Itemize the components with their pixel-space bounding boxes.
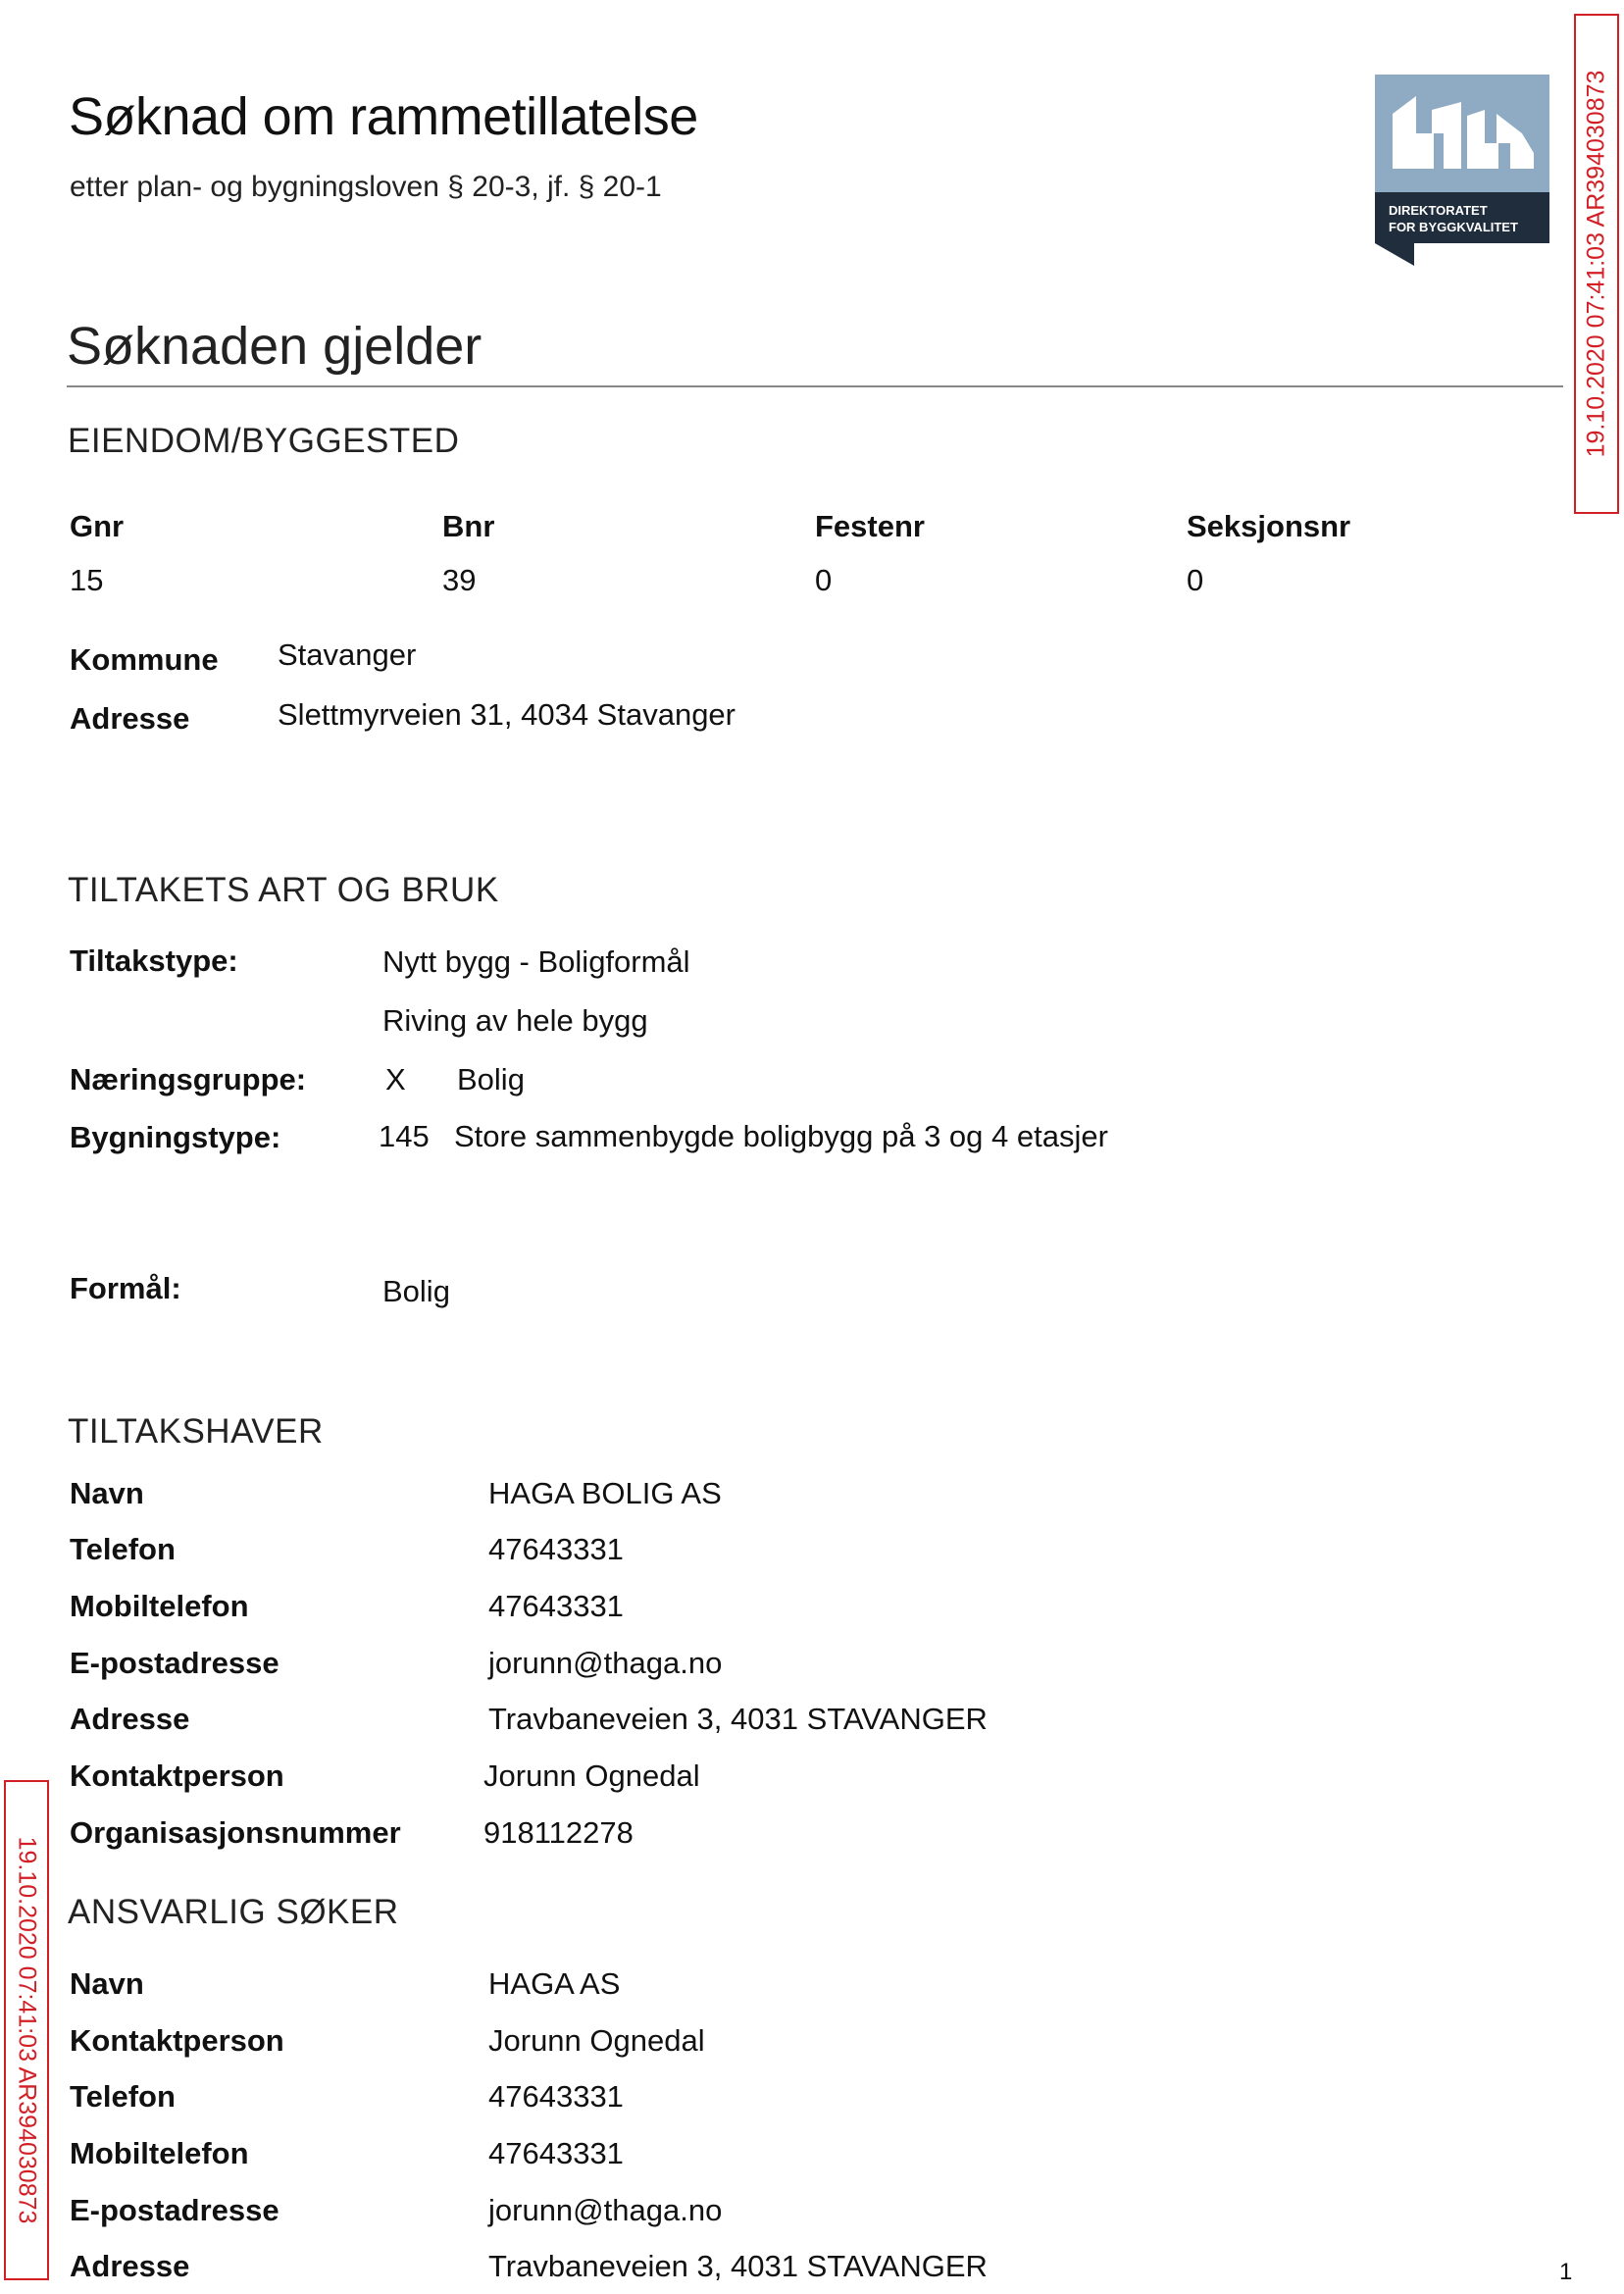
naeringsgruppe-value: Bolig: [457, 1062, 525, 1096]
document-title: Søknad om rammetillatelse: [69, 87, 698, 146]
seksjonsnr-value: 0: [1187, 563, 1204, 597]
tiltak-heading: TILTAKETS ART OG BRUK: [68, 871, 499, 909]
tiltakshaver-epost-value: jorunn@thaga.no: [488, 1646, 723, 1680]
naeringsgruppe-label: Næringsgruppe:: [70, 1062, 307, 1096]
festenr-value: 0: [815, 563, 833, 597]
stamp-text: 19.10.2020 07:41:03 AR394030873: [13, 1836, 41, 2224]
gnr-label: Gnr: [70, 509, 125, 543]
tiltakshaver-adresse-value: Travbaneveien 3, 4031 STAVANGER: [488, 1702, 988, 1736]
ansvarlig-epost-value: jorunn@thaga.no: [488, 2193, 723, 2227]
date-stamp-left: [4, 1780, 49, 2280]
formal-value: Bolig: [382, 1274, 450, 1308]
bygningstype-label: Bygningstype:: [70, 1120, 281, 1154]
ansvarlig-navn-label: Navn: [70, 1966, 144, 2001]
tiltakshaver-mobil-label: Mobiltelefon: [70, 1589, 249, 1623]
tiltakshaver-kontakt-value: Jorunn Ognedal: [483, 1759, 700, 1793]
section-title: Søknaden gjelder: [67, 317, 482, 376]
seksjonsnr-label: Seksjonsnr: [1187, 509, 1351, 543]
ansvarlig-heading: ANSVARLIG SØKER: [68, 1893, 399, 1931]
kommune-value: Stavanger: [278, 637, 417, 672]
ansvarlig-kontakt-label: Kontaktperson: [70, 2023, 284, 2058]
tiltakshaver-navn-value: HAGA BOLIG AS: [488, 1476, 722, 1510]
ansvarlig-kontakt-value: Jorunn Ognedal: [488, 2023, 705, 2058]
building-logo-icon: [1375, 75, 1549, 266]
ansvarlig-navn-value: HAGA AS: [488, 1966, 621, 2001]
festenr-label: Festenr: [815, 509, 925, 543]
tiltakstype-value-1: Nytt bygg - Boligformål: [382, 944, 690, 979]
bygningstype-value: Store sammenbygde boligbygg på 3 og 4 etasjer: [454, 1119, 1108, 1153]
tiltakshaver-orgnr-value: 918112278: [483, 1815, 634, 1850]
svg-text:DIREKTORATET: DIREKTORATET: [1389, 203, 1488, 218]
formal-label: Formål:: [70, 1271, 181, 1305]
date-stamp-right: [1574, 14, 1619, 514]
tiltakshaver-mobil-value: 47643331: [488, 1589, 624, 1623]
tiltakshaver-telefon-value: 47643331: [488, 1532, 624, 1566]
document-subtitle: etter plan- og bygningsloven § 20-3, jf. § 20-1: [70, 171, 662, 203]
tiltakstype-value-2: Riving av hele bygg: [382, 1003, 648, 1038]
naeringsgruppe-code: X: [385, 1062, 406, 1096]
ansvarlig-mobil-value: 47643331: [488, 2136, 624, 2170]
ansvarlig-mobil-label: Mobiltelefon: [70, 2136, 249, 2170]
section-divider: [67, 385, 1563, 387]
bygningstype-code: 145: [379, 1119, 430, 1153]
gnr-value: 15: [70, 563, 104, 597]
ansvarlig-adresse-value: Travbaneveien 3, 4031 STAVANGER: [488, 2249, 988, 2283]
ansvarlig-epost-label: E-postadresse: [70, 2193, 279, 2227]
tiltakshaver-kontakt-label: Kontaktperson: [70, 1759, 284, 1793]
ansvarlig-telefon-label: Telefon: [70, 2079, 176, 2114]
tiltakshaver-orgnr-label: Organisasjonsnummer: [70, 1815, 401, 1850]
tiltakshaver-epost-label: E-postadresse: [70, 1646, 279, 1680]
bnr-value: 39: [442, 563, 477, 597]
ansvarlig-telefon-value: 47643331: [488, 2079, 624, 2114]
stamp-text: 19.10.2020 07:41:03 AR394030873: [1582, 70, 1610, 458]
tiltakshaver-telefon-label: Telefon: [70, 1532, 176, 1566]
bnr-label: Bnr: [442, 509, 495, 543]
eiendom-heading: EIENDOM/BYGGESTED: [68, 422, 460, 460]
tiltakstype-label: Tiltakstype:: [70, 943, 238, 978]
kommune-label: Kommune: [70, 642, 219, 677]
tiltakshaver-navn-label: Navn: [70, 1476, 144, 1510]
tiltakshaver-heading: TILTAKSHAVER: [68, 1412, 324, 1451]
ansvarlig-adresse-label: Adresse: [70, 2249, 190, 2283]
svg-text:FOR BYGGKVALITET: FOR BYGGKVALITET: [1389, 220, 1518, 234]
tiltakshaver-adresse-label: Adresse: [70, 1702, 190, 1736]
adresse-value: Slettmyrveien 31, 4034 Stavanger: [278, 697, 736, 732]
adresse-label: Adresse: [70, 701, 190, 736]
page-number: 1: [1559, 2259, 1573, 2285]
dibk-logo: [1375, 75, 1549, 266]
